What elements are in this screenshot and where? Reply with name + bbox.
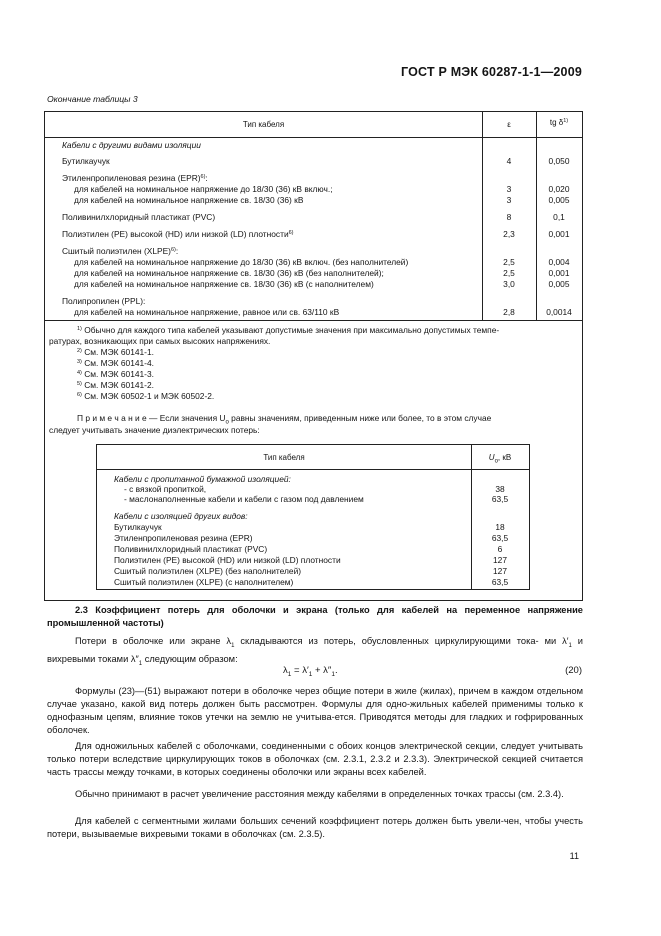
table-row: Сшитый полиэтилен (XLPE) (без наполнителей) 127: [114, 566, 507, 576]
standard-designation: ГОСТ Р МЭК 60287-1-1—2009: [401, 65, 582, 79]
table-row: - с вязкой пропиткой, 38: [124, 484, 505, 494]
table-row: Бутилкаучук 18: [114, 522, 505, 532]
footnote-2: $^{2)}$ См. МЭК 60141-1.: [77, 347, 154, 357]
paragraph: Обычно принимают в расчет увеличение расстояния между кабелями в определенных точках трассы (см. 2.3.4).: [75, 789, 564, 799]
note-cont: следует учитывать значение диэлектрических потерь:: [49, 425, 260, 435]
header-tg-delta: tg $\delta^{1)}$: [549, 118, 569, 127]
table-row: для кабелей на номинальное напряжение св. 18/30 (36) кВ 3 0,005: [74, 195, 570, 205]
section-heading: 2.3 Коэффициент потерь для оболочки и экрана (только для кабелей на переменное напряжение промышленной частоты): [47, 605, 583, 628]
table-row: Бутилкаучук 4 0,050: [62, 156, 570, 166]
table-row: для кабелей на номинальное напряжение до 18/30 (36) кВ включ.; 3 0,020: [74, 184, 570, 194]
table-row: Кабели с пропитанной бумажной изоляцией:: [114, 474, 291, 484]
table-row: Поливинилхлоридный пластикат (PVC) 6: [114, 544, 503, 554]
paragraph: Потери в оболочке или экране $\lambda_1$ складываются из потерь, обусловленных циркулирующими тока- ми $\lambda'_1$ и вихревыми токами $\lambda''_1$ следующим образом:: [47, 636, 584, 667]
formula-number: (20): [565, 665, 582, 676]
table-row: Сшитый полиэтилен (XLPE)$^{6)}$:: [62, 246, 179, 256]
table-row: Полиэтилен (PE) высокой (HD) или низкой (LD) плотности 127: [114, 555, 507, 565]
header-uo: $U_о$, кВ: [488, 453, 512, 465]
table-row: Полиэтилен (PE) высокой (HD) или низкой (LD) плотности$^{6)}$ 2,3 0,001: [62, 229, 570, 239]
table-row: для кабелей на номинальное напряжение св. 18/30 (36) кВ (без наполнителей); 2,5 0,001: [74, 268, 570, 278]
note: П р и м е ч а н и е — Если значения $U_о$ равны значениям, приведенным ниже или более, то в этом случае: [77, 413, 492, 426]
header-cable-type: Тип кабеля: [263, 453, 305, 462]
footnote-3: $^{3)}$ См. МЭК 60141-4.: [77, 358, 154, 368]
page-number: 11: [569, 851, 579, 861]
table-row: для кабелей на номинальное напряжение, равное или св. 63/110 кВ 2,8 0,0014: [74, 307, 572, 317]
header-epsilon: ε: [507, 120, 511, 129]
paragraph: Для одножильных кабелей с оболочками, соединенными с обоих концов электрической секции, следует учитывать только потери вследствие циркулирующих токов в оболочках (см. 2.3.1, 2.3.2 и 2.3.3). Электрической секцией считается часть трассы между точками, в которых соединены оболочки или экраны всех кабелей.: [47, 741, 583, 777]
table-header: [97, 445, 529, 470]
voltage-table: [96, 444, 530, 590]
header-cable-type: Тип кабеля: [242, 120, 285, 129]
footnote-4: $^{4)}$ См. МЭК 60141-3.: [77, 369, 154, 379]
footnote-1: $^{1)}$ Обычно для каждого типа кабелей указывают допустимые значения при максимально допустимых темпе-: [77, 325, 500, 335]
paragraph: Формулы (23)—(51) выражают потери в оболочке через общие потери в жиле (жилах), причем в каждом отдельном случае указано, какой вид потерь должен быть рассмотрен. Формулы для одно-жильных кабелей применимы только к однофазным цепям, влияние токов утечки на землю не учитыва-ется. Приводятся методы для гладких и гофрированных оболочек.: [47, 686, 583, 735]
table-row: для кабелей на номинальное напряжение до 18/30 (36) кВ включ. (без наполнителей) 2,5 0,004: [74, 257, 570, 267]
table-row: Этиленпропиленовая резина (EPR)$^{6)}$:: [62, 173, 208, 183]
table-row: Сшитый полиэтилен (XLPE) (с наполнителем) 63,5: [114, 577, 509, 587]
paragraph: Для кабелей с сегментными жилами больших сечений коэффициент потерь должен быть увели-чен, чтобы учесть потери, вызываемые вихревыми токами в оболочках (см. 2.3.5).: [47, 816, 583, 839]
table-row: для кабелей на номинальное напряжение св. 18/30 (36) кВ (с наполнителем) 3,0 0,005: [74, 279, 570, 289]
table-header: [45, 112, 582, 138]
table-continuation-caption: Окончание таблицы 3: [47, 94, 138, 104]
table-row: Поливинилхлоридный пластикат (PVC) 8 0,1: [62, 212, 565, 222]
formula-expression: $\lambda_1 = \lambda'_1 + \lambda''_1$.: [283, 665, 338, 678]
footnote-6: $^{6)}$ См. МЭК 60502-1 и МЭК 60502-2.: [77, 391, 215, 401]
table-row: Кабели с другими видами изоляции: [62, 140, 201, 150]
footnote-1-cont: ратурах, возникающих при самых высоких напряжениях.: [49, 336, 271, 346]
table-row: - маслонаполненные кабели и кабели с газом под давлением 63,5: [124, 494, 509, 504]
table-row: Кабели с изоляцией других видов:: [114, 511, 248, 521]
table-row: Полипропилен (PPL):: [62, 296, 146, 306]
table-row: Этиленпропиленовая резина (EPR) 63,5: [114, 533, 509, 543]
footnote-5: $^{5)}$ См. МЭК 60141-2.: [77, 380, 154, 390]
dielectric-table: [44, 111, 583, 321]
